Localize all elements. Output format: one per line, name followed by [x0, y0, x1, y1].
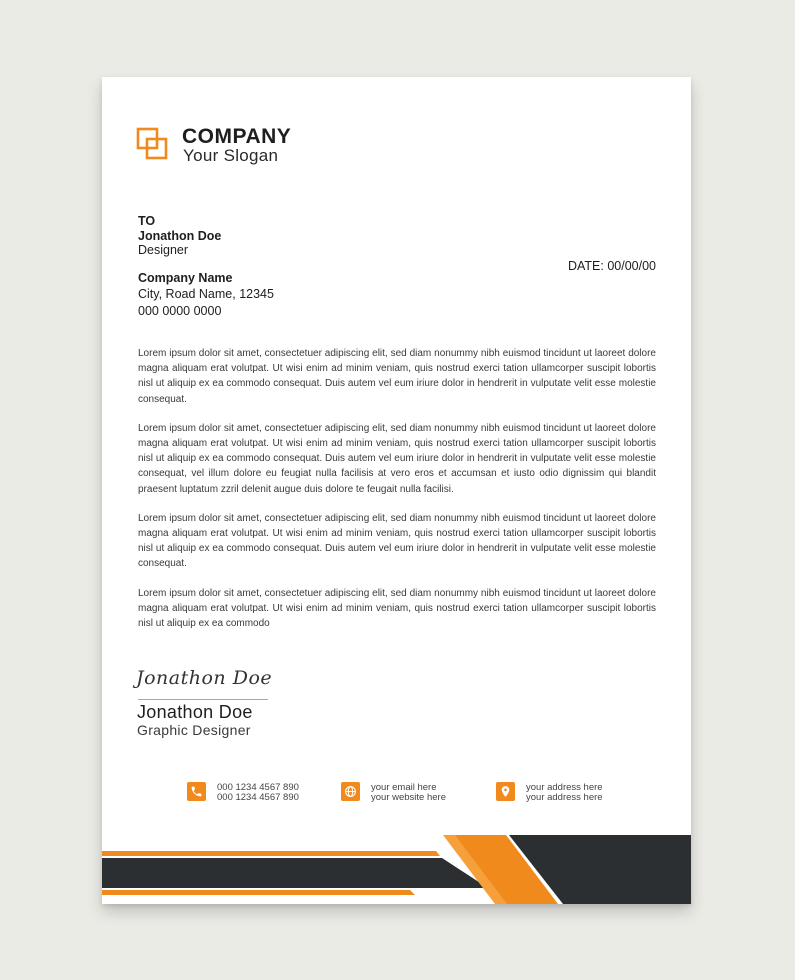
letter-body — [138, 346, 656, 645]
letter-date: DATE: 00/00/00 — [567, 259, 656, 273]
footer-dark-band — [102, 858, 488, 888]
website-text: your website here — [371, 792, 446, 803]
recipient-address: City, Road Name, 12345 — [138, 287, 274, 301]
signature-script: Jonathon Doe — [136, 667, 273, 689]
recipient-phone: 000 0000 0000 — [138, 304, 222, 318]
footer-decoration — [102, 829, 691, 904]
recipient-company: Company Name — [138, 271, 233, 285]
recipient-role: Designer — [138, 243, 189, 257]
phone-line-1: 000 1234 4567 890 — [217, 782, 299, 793]
signature-underline — [138, 699, 268, 700]
body-paragraph-4: Lorem ipsum dolor sit amet, consectetuer adipiscing elit, sed diam nonummy nibh euismod tincidunt ut laoreet dolore magna aliquam erat volutpat. Ut wisi enim ad minim veniam, quis nostrud exerci tation ullamcorper suscipit lobortis nisl ut aliquip ex ea commodo — [138, 587, 656, 630]
body-paragraph-1: Lorem ipsum dolor sit amet, consectetuer adipiscing elit, sed diam nonummy nibh euismod tincidunt ut laoreet dolore magna aliquam erat volutpat. Ut wisi enim ad minim veniam, quis nostrud exerci tation ullamcorper suscipit lobortis nisl ut aliquip ex ea commodo consequat. Duis autem vel eum iriure dolor in hendrerit in vulputate velit esse molestie consequat. — [138, 348, 656, 405]
company-slogan: Your Slogan — [183, 146, 279, 165]
body-paragraph-3: Lorem ipsum dolor sit amet, consectetuer adipiscing elit, sed diam nonummy nibh euismod tincidunt ut laoreet dolore magna aliquam erat volutpat. Ut wisi enim ad minim veniam, quis nostrud exerci tation ullamcorper suscipit lobortis nisl ut aliquip ex ea commodo consequat. Duis autem vel eum iriure dolor in hendrerit in vulputate velit esse molestie consequat. — [138, 512, 656, 570]
footer-orange-top-strip — [102, 851, 440, 856]
phone-line-2: 000 1234 4567 890 — [217, 792, 299, 803]
body-paragraph-2: Lorem ipsum dolor sit amet, consectetuer adipiscing elit, sed diam nonummy nibh euismod tincidunt ut laoreet dolore magna aliquam erat volutpat. Ut wisi enim ad minim veniam, quis nostrud exerci tation ullamcorper suscipit lobortis nisl ut aliquip ex ea commodo consequat. Duis autem vel eum iriure dolor in hendrerit in vulputate velit esse molestie consequat, vel illum dolore eu feugiat nulla facilisis at vero eros et accumsan et iusto odio dignissim qui blandit praesent luptatum zzril delenit augue duis dolore te feugait nulla facilisi. — [138, 422, 656, 495]
signer-title: Graphic Designer — [137, 722, 251, 738]
address-line-1: your address here — [526, 782, 603, 793]
signer-name: Jonathon Doe — [137, 702, 253, 722]
email-text: your email here — [371, 782, 437, 793]
globe-icon — [341, 782, 360, 801]
recipient-name: Jonathon Doe — [138, 229, 222, 243]
to-label: TO — [138, 214, 156, 228]
letterhead-page — [102, 77, 691, 904]
address-line-2: your address here — [526, 792, 603, 803]
footer-orange-bottom-strip — [102, 890, 415, 895]
location-pin-icon — [496, 782, 515, 801]
company-name: COMPANY — [182, 125, 292, 148]
phone-icon — [187, 782, 206, 801]
company-logo-icon — [136, 127, 170, 161]
